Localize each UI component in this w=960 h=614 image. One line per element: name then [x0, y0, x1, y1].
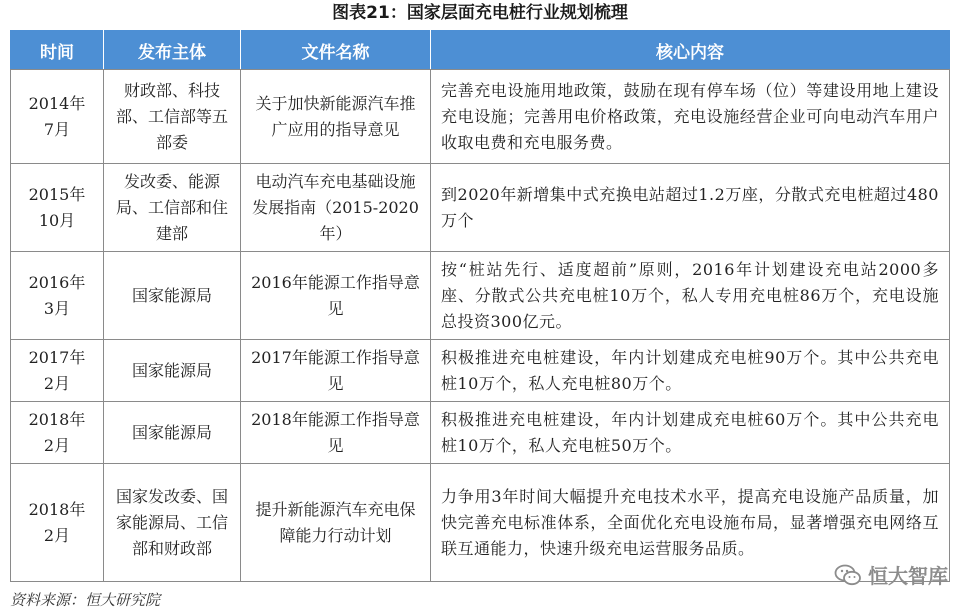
cell-document: 电动汽车充电基础设施发展指南（2015-2020年） — [241, 164, 431, 252]
cell-publisher: 国家发改委、国家能源局、工信部和财政部 — [104, 464, 241, 582]
cell-publisher: 国家能源局 — [104, 252, 241, 340]
cell-publisher: 国家能源局 — [104, 402, 241, 464]
cell-time: 2018年 2月 — [11, 402, 104, 464]
cell-document: 2018年能源工作指导意见 — [241, 402, 431, 464]
header-time: 时间 — [11, 31, 104, 70]
table-row — [11, 252, 950, 340]
table-row — [11, 340, 950, 402]
cell-publisher: 国家能源局 — [104, 340, 241, 402]
cell-content: 力争用3年时间大幅提升充电技术水平，提高充电设施产品质量，加快完善充电标准体系，全面优化充电设施布局，显著增强充电网络互联互通能力，快速升级充电运营服务品质。 — [431, 464, 950, 582]
table-row — [11, 164, 950, 252]
policy-table — [10, 30, 950, 582]
cell-time: 2016年 3月 — [11, 252, 104, 340]
table-row — [11, 402, 950, 464]
watermark — [834, 560, 948, 589]
cell-content: 完善充电设施用地政策，鼓励在现有停车场（位）等建设用地上建设充电设施；完善用电价格政策，充电设施经营企业可向电动汽车用户收取电费和充电服务费。 — [431, 70, 950, 164]
table-title: 图表21：国家层面充电桩行业规划梳理 — [332, 3, 628, 23]
cell-time: 2017年 2月 — [11, 340, 104, 402]
cell-content: 按“桩站先行、适度超前”原则，2016年计划建设充电站2000多座、分散式公共充电桩10万个，私人专用充电桩86万个，充电设施总投资300亿元。 — [431, 252, 950, 340]
header-publisher: 发布主体 — [104, 31, 241, 70]
cell-content: 积极推进充电桩建设，年内计划建成充电桩90万个。其中公共充电桩10万个，私人充电桩80万个。 — [431, 340, 950, 402]
watermark-text: 恒大智库 — [868, 564, 948, 588]
cell-document: 提升新能源汽车充电保障能力行动计划 — [241, 464, 431, 582]
cell-content: 积极推进充电桩建设，年内计划建成充电桩60万个。其中公共充电桩10万个，私人充电桩50万个。 — [431, 402, 950, 464]
cell-time: 2018年 2月 — [11, 464, 104, 582]
table-header-row — [11, 31, 950, 70]
wechat-icon — [834, 564, 862, 586]
cell-time: 2014年 7月 — [11, 70, 104, 164]
cell-publisher: 发改委、能源局、工信部和住建部 — [104, 164, 241, 252]
table-row — [11, 464, 950, 582]
header-content: 核心内容 — [431, 31, 950, 70]
table-row — [11, 70, 950, 164]
header-document: 文件名称 — [241, 31, 431, 70]
cell-document: 2017年能源工作指导意见 — [241, 340, 431, 402]
source-note: 资料来源：恒大研究院 — [10, 591, 161, 609]
cell-content: 到2020年新增集中式充换电站超过1.2万座，分散式充电桩超过480万个 — [431, 164, 950, 252]
cell-document: 关于加快新能源汽车推广应用的指导意见 — [241, 70, 431, 164]
cell-document: 2016年能源工作指导意见 — [241, 252, 431, 340]
cell-time: 2015年 10月 — [11, 164, 104, 252]
cell-publisher: 财政部、科技部、工信部等五部委 — [104, 70, 241, 164]
